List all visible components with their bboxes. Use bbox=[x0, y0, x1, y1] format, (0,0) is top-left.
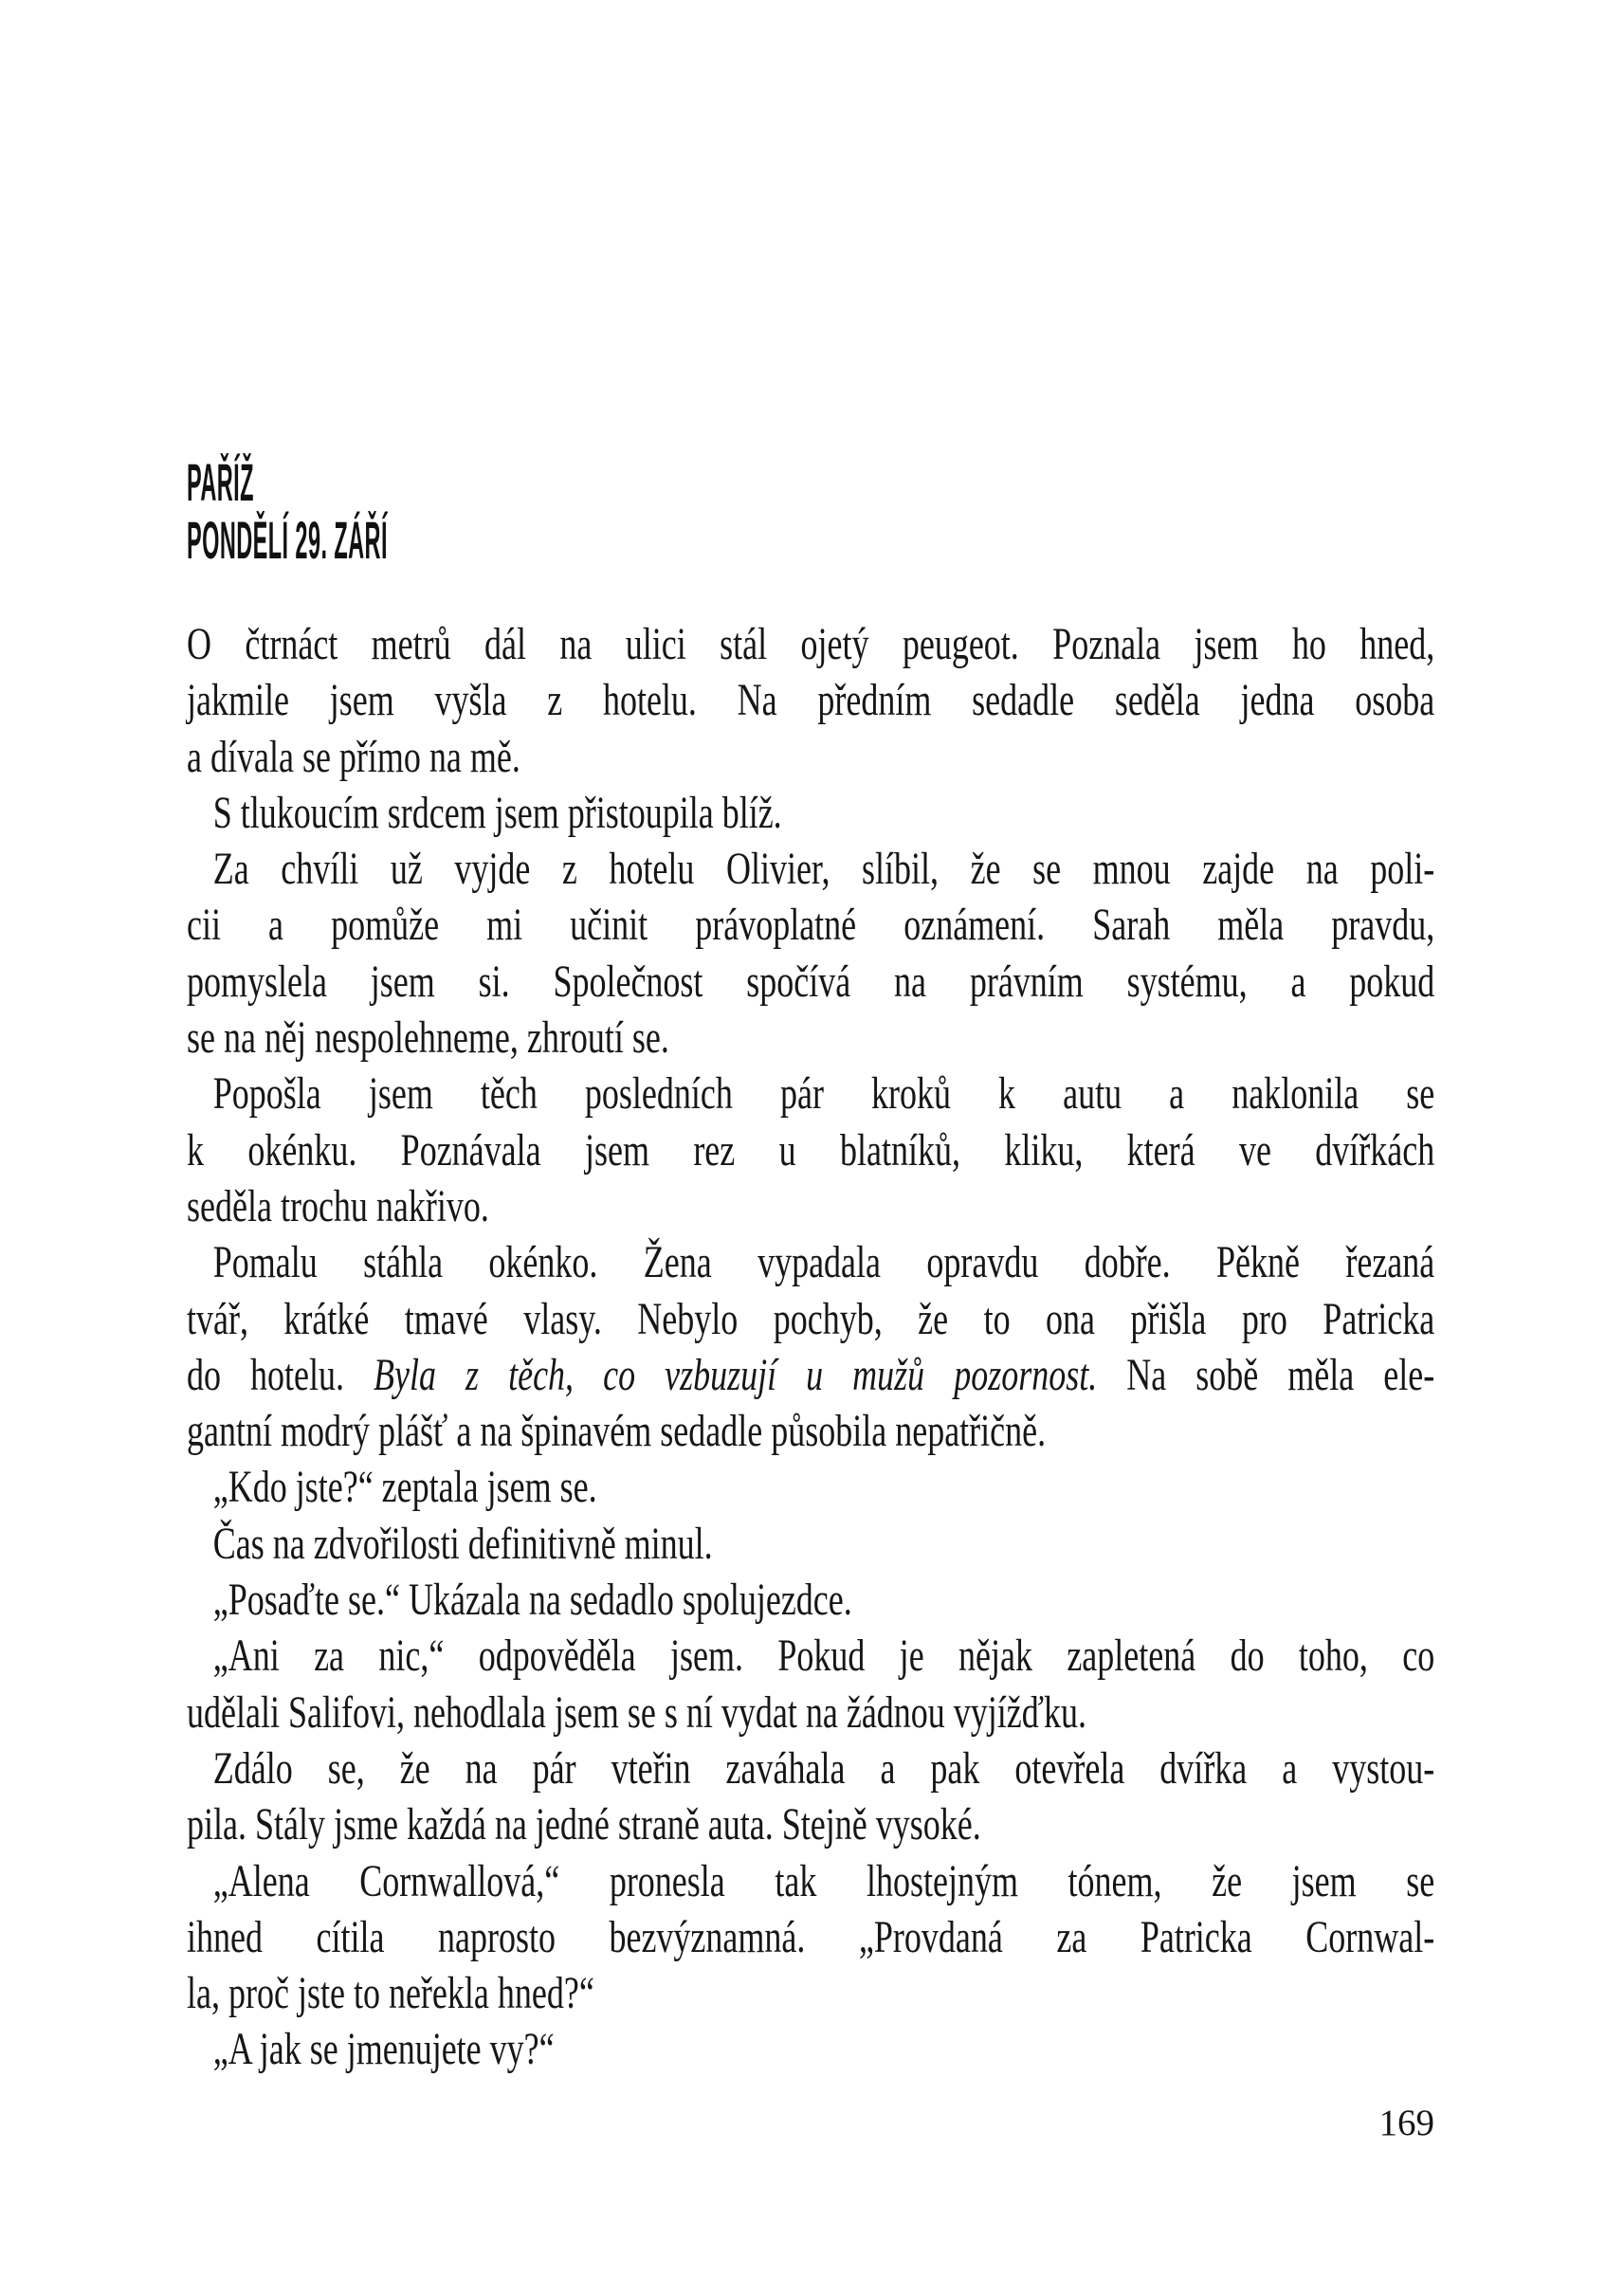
text-segment: tvář, krátké tmavé vlasy. Nebylo pochyb, že to ona přišla pro Patricka bbox=[187, 1293, 1435, 1344]
text-segment: ihned cítila naprosto bezvýznamná. „Provdaná za Patricka Cornwal- bbox=[187, 1911, 1435, 1962]
text-segment: Čas na zdvořilosti definitivně minul. bbox=[212, 1518, 713, 1569]
text-segment: jakmile jsem vyšla z hotelu. Na předním sedadle seděla jedna osoba bbox=[187, 675, 1435, 726]
text-line bbox=[187, 1403, 1434, 1459]
text-segment: a dívala se přímo na mě. bbox=[187, 731, 520, 782]
text-segment: „Kdo jste?“ zeptala jsem se. bbox=[212, 1462, 597, 1513]
text-segment: Pomalu stáhla okénko. Žena vypadala opravdu dobře. Pěkně řezaná bbox=[212, 1237, 1435, 1288]
text-segment: do hotelu. bbox=[187, 1349, 374, 1400]
text-segment: seděla trochu nakřivo. bbox=[187, 1180, 489, 1231]
text-line bbox=[187, 841, 1434, 897]
text-line bbox=[187, 1516, 1434, 1572]
text-line bbox=[187, 1234, 1434, 1290]
text-line bbox=[187, 785, 1434, 841]
italic-text-segment: Byla z těch, co vzbuzují u mužů pozornost. bbox=[374, 1349, 1098, 1400]
page-number: 169 bbox=[1378, 2103, 1434, 2143]
text-line bbox=[187, 1459, 1434, 1515]
text-line bbox=[187, 672, 1434, 728]
text-segment: Zdálo se, že na pár vteřin zaváhala a pak otevřela dvířka a vystou- bbox=[212, 1742, 1435, 1794]
text-line bbox=[187, 1740, 1434, 1796]
text-segment: „Alena Cornwallová,“ pronesla tak lhostejným tónem, že jsem se bbox=[212, 1855, 1435, 1906]
text-segment: „A jak se jmenujete vy?“ bbox=[212, 2024, 555, 2075]
text-line bbox=[187, 1572, 1434, 1628]
text-segment: k okénku. Poznávala jsem rez u blatníků, kliku, která ve dvířkách bbox=[187, 1124, 1435, 1175]
text-segment: pila. Stály jsme každá na jedné straně auta. Stejně vysoké. bbox=[187, 1799, 981, 1850]
text-segment: Na sobě měla ele- bbox=[1097, 1349, 1435, 1400]
text-line bbox=[187, 729, 1434, 785]
text-segment: se na něj nespolehneme, zhroutí se. bbox=[187, 1012, 669, 1064]
text-line bbox=[187, 1291, 1434, 1347]
text-line bbox=[187, 1796, 1434, 1852]
text-segment: pomyslela jsem si. Společnost spočívá na právním systému, a pokud bbox=[187, 956, 1435, 1007]
text-segment: „Posaďte se.“ Ukázala na sedadlo spolujezdce. bbox=[212, 1575, 852, 1626]
text-segment: la, proč jste to neřekla hned?“ bbox=[187, 1968, 594, 2019]
text-segment: O čtrnáct metrů dál na ulici stál ojetý peugeot. Poznala jsem ho hned, bbox=[187, 619, 1435, 669]
text-segment: cii a pomůže mi učinit právoplatné oznámení. Sarah měla pravdu, bbox=[187, 900, 1435, 951]
text-line bbox=[187, 1347, 1434, 1403]
text-segment: gantní modrý plášť a na špinavém sedadle působila nepatřičně. bbox=[187, 1406, 1047, 1457]
text-line bbox=[187, 1628, 1434, 1684]
text-segment: „Ani za nic,“ odpověděla jsem. Pokud je nějak zapletená do toho, co bbox=[212, 1631, 1435, 1682]
text-line bbox=[187, 954, 1434, 1010]
text-segment: Za chvíli už vyjde z hotelu Olivier, slíbil, že se mnou zajde na poli- bbox=[212, 844, 1435, 895]
body-text bbox=[187, 616, 1434, 2078]
text-line bbox=[187, 1909, 1434, 1965]
location-heading: PAŘÍŽ bbox=[187, 452, 254, 512]
text-segment: S tlukoucím srdcem jsem přistoupila blíž. bbox=[212, 787, 782, 838]
text-line bbox=[187, 2021, 1434, 2077]
text-line bbox=[187, 1685, 1434, 1740]
text-line bbox=[187, 1853, 1434, 1909]
text-line bbox=[187, 1178, 1434, 1234]
text-line bbox=[187, 1965, 1434, 2021]
text-segment: Popošla jsem těch posledních pár kroků k autu a naklonila se bbox=[212, 1068, 1435, 1120]
text-line bbox=[187, 897, 1434, 953]
date-heading: PONDĚLÍ 29. ZÁŘÍ bbox=[187, 510, 388, 570]
text-line bbox=[187, 1066, 1434, 1121]
text-line bbox=[187, 616, 1434, 672]
chapter-header bbox=[187, 453, 666, 569]
text-line bbox=[187, 1010, 1434, 1066]
text-line bbox=[187, 1122, 1434, 1178]
text-segment: udělali Salifovi, nehodlala jsem se s ní vydat na žádnou vyjížďku. bbox=[187, 1686, 1087, 1738]
